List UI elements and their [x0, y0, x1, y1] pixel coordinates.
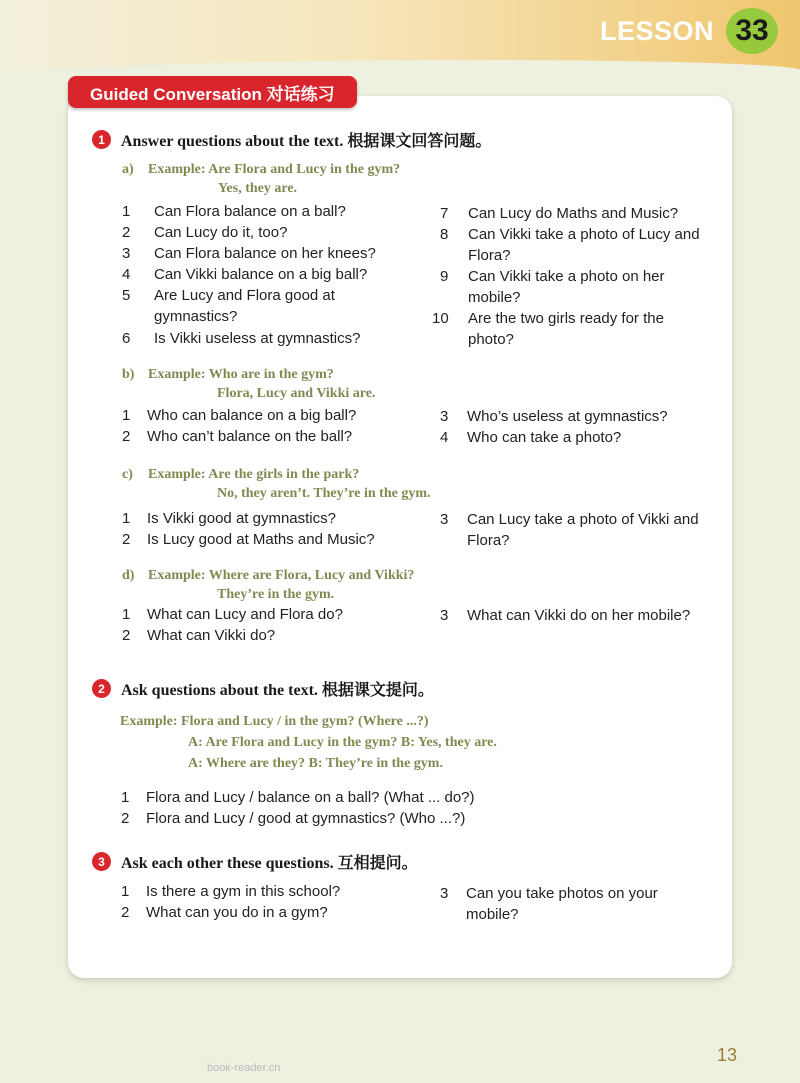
question-number: 2 — [122, 627, 131, 644]
question-number: 2 — [122, 531, 131, 548]
question-s3-2 — [121, 902, 328, 923]
question-number: 1 — [121, 789, 130, 806]
question-text: Flora and Lucy / balance on a ball? (What ... do?) — [146, 789, 475, 806]
question-text: What can Vikki do on her mobile? — [467, 607, 691, 624]
example-c — [122, 465, 430, 503]
question-number: 9 — [440, 268, 449, 285]
question-s3-1 — [121, 881, 340, 902]
question-c-3 — [440, 509, 720, 551]
section-3-heading: Ask each other these questions. 互相提问。 — [121, 855, 418, 872]
question-a-5 — [122, 285, 362, 327]
question-number: 3 — [122, 245, 131, 262]
question-text: Who can take a photo? — [467, 429, 622, 446]
question-d-3 — [440, 605, 690, 626]
question-number: 3 — [440, 607, 449, 624]
section-2-heading: Ask questions about the text. 根据课文提问。 — [121, 682, 434, 699]
question-a-1 — [122, 201, 346, 222]
example-c-line2: No, they aren’t. They’re in the gym. — [217, 486, 431, 501]
question-b-2 — [122, 426, 352, 447]
question-text: What can you do in a gym? — [146, 904, 328, 921]
question-a-4 — [122, 264, 367, 285]
example-b-label: b) — [122, 367, 135, 382]
page-number: 13 — [717, 1045, 738, 1065]
example-a — [122, 160, 400, 198]
question-s3-3 — [440, 883, 700, 925]
question-s2-2 — [121, 808, 465, 829]
section-3-number: 3 — [92, 852, 111, 871]
question-number: 8 — [440, 226, 449, 243]
example-c-line1: Example: Are the girls in the park? — [148, 467, 360, 482]
question-number: 2 — [122, 224, 131, 241]
question-number: 1 — [122, 606, 131, 623]
question-number: 4 — [122, 266, 131, 283]
example-a-line2: Yes, they are. — [218, 181, 298, 196]
example-a-line1: Example: Are Flora and Lucy in the gym? — [148, 162, 401, 177]
example-d-label: d) — [122, 568, 135, 583]
question-number: 5 — [122, 287, 131, 304]
question-text: Can Vikki take a photo of Lucy and Flora? — [468, 226, 700, 264]
section-3-title — [92, 850, 418, 873]
question-number: 7 — [440, 205, 449, 222]
question-s2-1 — [121, 787, 475, 808]
example-d-line1: Example: Where are Flora, Lucy and Vikki? — [148, 568, 415, 583]
question-a-8 — [440, 224, 720, 266]
section-1-heading: Answer questions about the text. 根据课文回答问题。 — [121, 133, 492, 150]
question-d-2 — [122, 625, 275, 646]
example-s2-line2: A: Are Flora and Lucy in the gym? B: Yes, they are. — [188, 735, 497, 750]
question-number: 6 — [122, 330, 131, 347]
question-number: 10 — [432, 310, 449, 327]
section-2-number: 2 — [92, 679, 111, 698]
question-a-6 — [122, 328, 360, 349]
question-a-2 — [122, 222, 287, 243]
section-banner: Guided Conversation 对话练习 — [68, 76, 357, 108]
question-text: Who can balance on a big ball? — [147, 407, 357, 424]
example-s2 — [120, 711, 497, 774]
question-a-9 — [440, 266, 690, 308]
example-s2-line3: A: Where are they? B: They’re in the gym. — [188, 756, 443, 771]
question-text: Is Lucy good at Maths and Music? — [147, 531, 375, 548]
question-b-4 — [440, 427, 621, 448]
example-c-label: c) — [122, 467, 133, 482]
question-b-3 — [440, 406, 668, 427]
example-d — [122, 566, 414, 604]
section-2-title — [92, 677, 434, 700]
question-c-1 — [122, 508, 336, 529]
question-text: Is there a gym in this school? — [146, 883, 341, 900]
question-number: 3 — [440, 408, 449, 425]
example-s2-line1: Example: Flora and Lucy / in the gym? (Where ...?) — [120, 714, 429, 729]
question-text: Is Vikki useless at gymnastics? — [154, 330, 361, 347]
question-number: 2 — [121, 810, 130, 827]
question-text: Can Lucy do it, too? — [154, 224, 288, 241]
section-1-title — [92, 128, 491, 151]
question-number: 2 — [122, 428, 131, 445]
question-text: Is Vikki good at gymnastics? — [147, 510, 336, 527]
question-number: 3 — [440, 511, 449, 528]
example-b-line1: Example: Who are in the gym? — [148, 367, 334, 382]
question-number: 1 — [122, 510, 131, 527]
question-text: What can Lucy and Flora do? — [147, 606, 343, 623]
question-d-1 — [122, 604, 343, 625]
question-text: Can Vikki balance on a big ball? — [154, 266, 368, 283]
question-number: 3 — [440, 885, 449, 902]
question-b-1 — [122, 405, 356, 426]
watermark: book-reader.cn — [207, 1062, 281, 1074]
question-text: Can Lucy do Maths and Music? — [468, 205, 679, 222]
question-text: Can Lucy take a photo of Vikki and Flora? — [467, 511, 699, 549]
question-text: Can Flora balance on a ball? — [154, 203, 346, 220]
question-number: 2 — [121, 904, 130, 921]
question-text: Can Vikki take a photo on her mobile? — [468, 268, 665, 306]
question-a-3 — [122, 243, 376, 264]
question-a-7 — [440, 203, 678, 224]
example-a-label: a) — [122, 162, 134, 177]
example-d-line2: They’re in the gym. — [217, 587, 335, 602]
question-text: Are the two girls ready for the photo? — [468, 310, 664, 348]
question-text: Flora and Lucy / good at gymnastics? (Who ...?) — [146, 810, 466, 827]
question-text: Who can’t balance on the ball? — [147, 428, 353, 445]
question-c-2 — [122, 529, 375, 550]
question-text: Can Flora balance on her knees? — [154, 245, 376, 262]
question-text: Are Lucy and Flora good at gymnastics? — [154, 287, 335, 325]
section-1-number: 1 — [92, 130, 111, 149]
question-number: 1 — [122, 203, 131, 220]
question-number: 1 — [122, 407, 131, 424]
question-number: 1 — [121, 883, 130, 900]
lesson-number-badge: 33 — [726, 8, 778, 54]
question-text: What can Vikki do? — [147, 627, 276, 644]
question-a-10 — [432, 308, 692, 350]
example-b-line2: Flora, Lucy and Vikki are. — [217, 386, 376, 401]
question-number: 4 — [440, 429, 449, 446]
lesson-label: LESSON — [599, 16, 714, 46]
example-b — [122, 365, 375, 403]
question-text: Can you take photos on your mobile? — [466, 885, 658, 923]
question-text: Who’s useless at gymnastics? — [467, 408, 668, 425]
